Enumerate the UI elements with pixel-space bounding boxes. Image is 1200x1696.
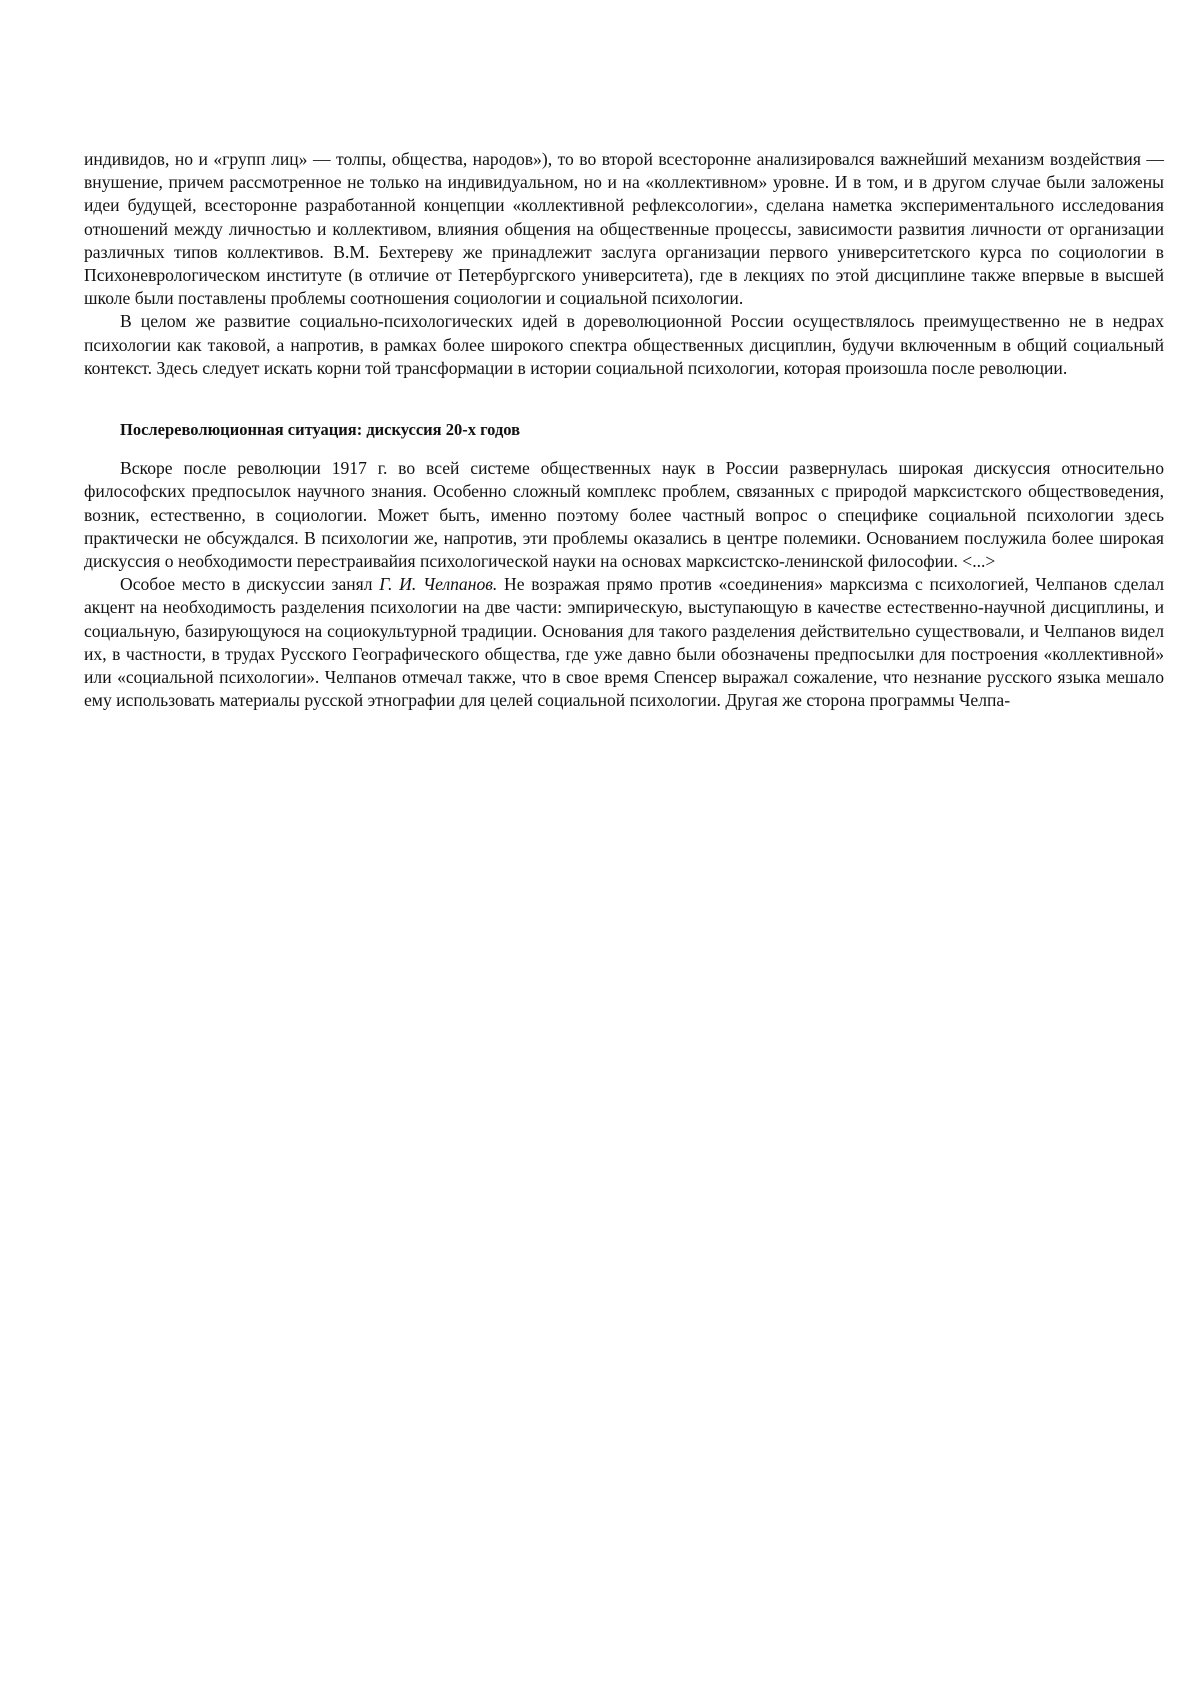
paragraph-chelpanov [84,573,1164,712]
section-heading: Послереволюционная ситуация: дискуссия 20-х годов [120,420,521,440]
paragraph-chelpanov-body: Не возражая прямо против «соединения» марксизма с психологией, Челпанов сделал акцент на необходимость разделения психологии на две части: эмпирическую, выступающую в качестве естественно-научной дисциплины, и социальную, базирующуюся на социокультурной традиции. Основания для такого разделения действительно существовали, и Челпанов видел их, в частности, в трудах Русского Географического общества, где уже давно были обозначены предпосылки для построения «коллективной» или «социальной психологии». Челпанов отмечал также, что в свое время Спенсер выражал сожаление, что незнание русского языка мешало ему использовать материалы русской этнографии для целей социальной психологии. Другая же сторона программы Челпа- [84,574,1164,711]
document-page [84,148,1164,712]
person-name-chelpanov: Г. И. Челпанов. [379,574,498,595]
paragraph-discussion: Вскоре после революции 1917 г. во всей системе общественных наук в России развернулась широкая дискуссия относительно философских предпосылок научного знания. Особенно сложный комплекс проблем, связанных с природой марксистского обществоведения, возник, естественно, в социологии. Может быть, именно поэтому более частный вопрос о специфике социальной психологии здесь практически не обсуждался. В психологии же, напротив, эти проблемы оказались в центре полемики. Основанием послужила более широкая дискуссия о необходимости перестраивайия психологической науки на основах марксистско-ленинской философии. <...> [84,458,1164,572]
paragraph-bekhterev: индивидов, но и «групп лиц» — толпы, общества, народов»), то во второй всесторонне анализировался важнейший механизм воздействия — внушение, причем рассмотренное не только на индивидуальном, но и на «коллективном» уровне. И в том, и в другом случае были заложены идеи будущей, всесторонне разработанной концепции «коллективной рефлексологии», сделана наметка экспериментального исследования отношений между личностью и коллективом, влияния общения на общественные процессы, зависимости развития личности от организации различных типов коллективов. В.М. Бехтереву же принадлежит заслуга организации первого университетского курса по социологии в Психоневрологическом институте (в отличие от Петербургского университета), где в лекциях по этой дисциплине также впервые в высшей школе были поставлены проблемы соотношения социологии и социальной психологии. [84,149,1164,309]
paragraph-prerevolution-summary: В целом же развитие социально-психологических идей в дореволюционной России осуществлялось преимущественно не в недрах психологии как таковой, а напротив, в рамках более широкого спектра общественных дисциплин, будучи включенным в общий социальный контекст. Здесь следует искать корни той трансформации в истории социальной психологии, которая произошла после революции. [84,311,1164,378]
paragraph-chelpanov-intro: Особое место в дискуссии занял [120,574,380,595]
